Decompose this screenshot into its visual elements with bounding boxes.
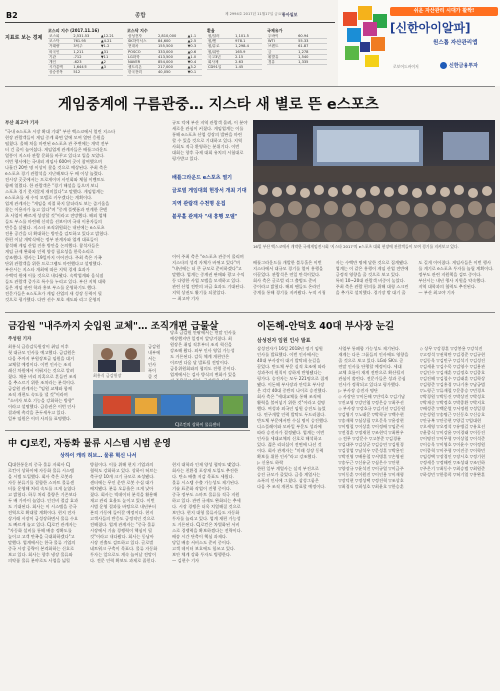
- lead-byline: 부산 최고야 기자: [5, 121, 39, 126]
- page-number: B2: [6, 11, 18, 20]
- people-caption: 최흥식 금감원장: [93, 373, 122, 378]
- paper-name: 동아일보: [282, 12, 298, 17]
- economy-indicators: [5, 26, 330, 78]
- table1-header: 코스피 지수 (2017.11.16): [48, 28, 100, 33]
- story2-byline: 주성원 기자: [8, 337, 32, 342]
- story2-body-b: 금감원 내부에 서는 인사 폭이 클 것: [148, 344, 161, 379]
- story3-sub: 삼성전자 임원 인사 발표: [257, 338, 311, 344]
- lead-headline: 게임중계에 구름관중… 지스타 새 별로 뜬 e스포츠: [58, 97, 379, 113]
- story3-headline: 이돈해-안덕호 40대 부사장 눈길: [257, 321, 395, 332]
- deck-3: 지역 관람객 수천명 운집: [172, 201, 226, 207]
- esports-arena-photo: [253, 120, 495, 242]
- story4-body: CJ대한통운의 중국 물류 자회사 CJ 로킨이 상하이에 자동화 물류 시스템 을 시범 도입했다. 회사 측은 로봇과 자동 분류기를 결합한 스마트 물류센 터를 운영해 처리 속도를 크게 높였다 고 밝혔다. 하루 처리 물량은 기존보다 두 배 가까이 늘었다. 인건비 절감 효과 도 기대된다. 회사는 이 시스템을 중국 전역으로 확대할 계획이다. 현지 전자 상거래 시장이 급성장하면서 물류 수요 도 빠르게 늘고 있다. CJ로킨 관계자는 "자동화 설비를 통해 배송 정확도를 높이고 고객 만족을 극대화하겠다"고 말했다. 업계에서는 한국 물류 기업의 중국 시장 공략이 본격화하는 신호로 보고 있다. 회사는 향후 냉장 물류와 의약품 물류 분야로도 사업을 넓힐 방침이다. 이를 위해 현지 기업과의 협력도 강화하고 있다. 상하이 허브는 축구장 10개 크기 규모로 조성됐다. 센터에는 무인 운반 로봇 수십 대가 배치됐다. 분류 오류율은 크게 낮아 졌다. 회사는 빅데이터 분석을 활용해 재고 관리 효율도 높이고 있다. 이번 시범 운영 결과를 바탕으로 내년부터 본격 가동에 들어갈 예정이다. 현지 고객사들의 반응도 긍정적인 것으로 전해졌다. 업계 관계자는 "중국 물류 시장에서 기술 경쟁력이 핵심이 될 것"이라고 내다봤다. 회사는 동남아 시장 진출도 검토하고 있다. 글로벌 네트워크 구축이 목표다. 물류 자동화 투자는 앞으로도 계속 늘어날 전망이 다. 전문 인력 확보도 과제로 꼽힌다. 현지 대학과 인재 양성 협약도 맺었다. 회사는 친환경 포장재 도입도 추진한 다. 탄소 배출 저감 목표도 세웠다. 물류 시스템 수출 가능성도 제기된다. 기술 표준화 작업이 진행 중이다. 중국 정부도 스마트 물류를 적극 지원 하고 있다. 관련 규제도 완화되는 추세 다. 시장 경쟁은 더욱 치열해질 것으로 보인다. 현지 대형 물류사들도 자동화 투자를 늘리고 있다. 업계 재편 가능성 도 거론된다. CJ로킨은 차별화된 서비 스로 경쟁력을 확보하겠다는 전략이다. 배송 시간 단축이 핵심 과제다. 당일 배송 서비스도 준비 중이다. 고객 데이터 보호에도 힘쓰고 있다. 보안 체계 강화 투자도 병행한다. — 김현수 기자: [8, 462, 243, 563]
- lead-body: "국내 e스포츠 시장 확대 기대" 부산 벡스코에서 열린 지스타 현장 관람객들이 게임 중계 화면 앞에 모여 열띤 응원을 펼쳤다. 올해 처음 마련된 e스포츠 관 주변에는 개막 전부 터 긴 줄이 늘어섰다. 게임업계 관계자들은 배틀그라운드 열풍이 지스타 관람 문화를 바꾸고 있다고 입을 모았다. 이번 행사에는 국내외 게임사 600여 곳이 참여했으며 나흘간 20만 명 이상이 찾을 것으로 예상된다. 주최 측은 e스포츠 경기 관람석을 지난해보다 두 배 이상 늘렸다. 전시장 곳곳에서는 프로게이머 사인회와 체험 이벤트도 함께 열렸다. 한 관람객은 "경기 해설을 들으며 보니 스포츠 경기 못지않게 재미있다"고 말했다. 게임업계는 e스포츠를 새 수익 모델로 키우겠다는 계획이다. 업계 관계자는 "게임을 직접 하지 않더라도 보는 즐거움을 찾는 이용자가 늘고 있다"며 "중계 플랫폼과 연계한 콘텐 츠 사업이 빠르게 성장할 것"이라고 전망했다. 해외 업체 들도 부스를 마련해 신작을 선보이며 국내 이용자들의 반응을 살폈다. 지스타 조직위원회는 내년에는 e스포츠 전용 공간을 더 확대하는 방안을 검토하고 있다고 밝혔다. 한편 이날 개막식에는 정부 관계자와 업계 대표들이 참석해 게임 산업 진흥 방안을 논의했다. 참석자들은 게임 규제 완화와 인력 양성 필요성을 한목소리로 강조했다. 행사는 19일까지 이어진다. 주최 측은 가족 단위 관람객을 위한 프로그램도 마련했다고 설명했다. 부산시는 지스타 개최에 따른 지역 경제 효과가 수백억 원에 이를 것으로 내다봤다. 숙박업계와 음식점 들도 관람객 증가로 특수를 누리고 있다. 부산 지역 대학 들은 게임 관련 학과 홍보 부스를 운영하기도 했다. 전문가들은 e스포츠가 게임 산업의 새 성장 동력이 될 것으로 평가했다. 다만 선수 보호 제도와 리그 운영의: [5, 129, 116, 302]
- story2-headline: 금감원 "내주까지 숫입원 교체"… 조직개편 급물살: [8, 321, 219, 332]
- lead-story: [5, 120, 170, 308]
- portraits-photo: [93, 344, 145, 372]
- warehouse-photo: [93, 380, 248, 428]
- logistics-caption: CJ로킨의 상하이 물류센터: [175, 422, 221, 427]
- section-label: 종합: [135, 13, 146, 19]
- ad-tagline: 쉬운 자산관리 시대가 활짝!: [390, 7, 498, 16]
- deck-4: 블루홀 관계자 "새 흥행 모델": [172, 214, 238, 220]
- lead-right-text: 배틀그라운드를 개발한 블루홀은 이번 지스타에서 대규모 경기를 열어 흥행을 이끌었다. 관람석은 연일 만석이었다. 회사 측은 글로벌 리그 출범도 준비 중이라고 밝혔다. 해외 팬들도 온라인 중계를 통해 경기를 지켜봤다. 누적 시청 자는 수백만 명에 달한 것으로 집계됐다. 업계는 이 같은 흥행이 게임 산업 전반에 긍정적 영향을 줄 것으로 보고 있다. 특히 10~20대 관람객 비중이 높았다. 주최 측은 관람 편의를 위해 대형 스크린 을 추가로 설치했다. 경기장 밖 대기 줄 도 길게 이어졌다. 게임사들은 이번 행사 를 계기로 e스포츠 투자를 늘릴 계획이다. 정부도 관련 지원책을 검토 중이다. 부산시는 내년 행사 지원을 약속했다. 지역 대학과의 협력도 추진된다. — 부산 최고야 기자: [253, 260, 494, 295]
- logistics-photo: [93, 380, 248, 428]
- ad-small: 로보어드바이저: [393, 64, 419, 69]
- ad-graphic: [341, 4, 389, 72]
- story3-body: 삼성전자가 16일 2018년 정기 임원 인사를 발표했다. 이번 인사에서는 40대 부사장이 대거 발탁돼 눈길을 끌었다. 반도체 부문 실적 호조에 따라 성과주의 원칙이 강하게 반영됐다는 평가다. 승진자는 모두 221명으로 집계 됐다. 이돈해 부사장과 안덕호 부사장 은 각각 40대 중반의 나이로 승진했다. 회사 측은 "세대교체를 통해 조직에 활력을 불어넣기 위한 것"이라고 설명 했다. 여성과 외국인 임원 승진도 늘었 다. 연구개발 인력 발탁도 두드러졌다. 반도체 부문에서만 수십 명이 승진했다. 디스플레이와 모바일 부문도 성과에 따라 승진자가 결정됐다. 업계는 이번 인사를 세대교체의 신호로 해석하고 있다. 젊은 리더십이 전면에 나선 것 이다. 회사 관계자는 "미래 성장 동력 확보를 위한 인사"라고 강조했다. ▷ 신용도 하락 한편 일부 계열사는 실적 부진으로 승진 규모가 줄었다. 금융 계열사는 소폭의 인사에 그쳤다. 삼성그룹은 다음 주 조직 개편도 발표할 예정이다. 사업부 통폐합 가능성도 제기된다. 재계는 다른 그룹들의 인사에도 영향을 줄 것으로 보고 있다. LG와 SK도 곧 연말 인사를 단행할 예정이다. 세대 교체 흐름이 재계 전반으로 확산될지 관심이 쏠린다. 전문가들은 성과 중심 인사가 정착되고 있다고 평가했다. ▷ 부사장 승진자 명단 ◇ 사장단 ▽이돈해 ▽안덕호 ▽김기남 ▽진교영 ▽강인엽 ▽정은승 ▽최주선 ◇ 부사장 ▽강호규 ▽김기선 ▽김동원 ▽김영기 ▽노태문 ▽박학규 ▽백수현 ▽송재혁 ▽심상필 ▽오문욱 ▽윤장현 ▽이병철 ▽이상훈 ▽이정배 ▽임준서 ▽전경훈 ▽정재헌 ▽조현덕 ▽최완우 ◇ 전무 ▽강문수 ▽고봉준 ▽김경륜 ▽김대주 ▽김상균 ▽김승연 ▽김원경 ▽김창업 ▽남석우 ▽문성훈 ▽박용인 ▽박진영 ▽배용철 ▽서병훈 ▽손영권 ▽송두근 ▽신유균 ▽심은수 ▽안현 ▽양장규 ▽윤석진 ▽이규열 ▽이금주 ▽이동훈 ▽이원진 ▽이인용 ▽이재형 ▽장덕현 ▽정성택 ▽정진혁 ▽조상호 ▽최경식 ▽최성호 ▽최윤호 ▽한승훈 ◇ 상무 ▽강경훈 ▽강봉용 ▽강석진 ▽고정석 ▽권혁만 ▽김경준 ▽김규현 ▽김동욱 ▽김민구 ▽김석기 ▽김성진 ▽김세윤 ▽김수목 ▽김영수 ▽김용관 ▽김인수 ▽김재훈 ▽김정호 ▽김종호 ▽김진해 ▽김철수 ▽김태훈 ▽김학상 ▽김형준 ▽김홍경 ▽나기홍 ▽남궁범 ▽노형근 ▽류재철 ▽문종승 ▽민경오 ▽박경원 ▽박동건 ▽박상진 ▽박성호 ▽박재순 ▽박정호 ▽박종환 ▽박지호 ▽배성준 ▽백운열 ▽서정원 ▽성일경 ▽손성원 ▽송명근 ▽신동호 ▽신승호 ▽안규복 ▽안중현 ▽양걸 ▽엄대현 ▽오세영 ▽오정석 ▽유병길 ▽유호선 ▽윤종식 ▽이강윤 ▽이경태 ▽이동진 ▽이명진 ▽이무형 ▽이상철 ▽이석준 ▽이승욱 ▽이영호 ▽이윤수 ▽이정원 ▽이종혁 ▽이주형 ▽이진중 ▽이학민 ▽임성택 ▽장경인 ▽장시호 ▽정기현 ▽정세웅 ▽정해린 ▽조성대 ▽조인하 ▽주은기 ▽최동수 ▽최승범 ▽최원준 ▽하성민 ▽한종희 ▽허기열 ▽홍완훈: [257, 346, 486, 489]
- lead-decks: 규모 덕에 부산 지역 관람객 몰려, 이 분야 새로운 관심이 커졌다. 게임업계는 이를 통해 e스포츠 산업 성장의 발판을 마련 할 수 있을 것으로 기대하고 있다. 지역 사회도 적극 환영하는 분위기다. 이번 대회는 향후 국제 대회 유치의 시험대로 평가받고 있다. 배틀그라운드 e스포츠 열기 글로벌 게임대회 현장서 개최 기대 지역 관람객 수천명 운집 블루홀 관계자 "새 흥행 모델": [172, 120, 250, 250]
- lead-continue: 이어 주최 측은 "e스포츠 관중이 몰리며 지스타의 성격 자체가 바뀌고 있다"며 "내년에는 더 큰 규모로 준비하겠다"고 말했다. 업계는 중계권 판매와 광고 수익 등 다양한 사업 모델을 모색하고 있다. 관련 산업 전반의 파급 효과도 기대된다. 지역 상권도 활기를 되찾았다. — 최고야 기자: [172, 254, 245, 301]
- fx-table: 원/달러 1,101.5 원/엔 978.1 원/유로 1,298.4 원/위안 165.9 국고3년 2.15 회사채 2.63 CD91일 1.45: [207, 34, 262, 70]
- table1b-header: 코스닥 지수: [127, 28, 148, 33]
- table2-header: 환율: [207, 28, 215, 33]
- lead-photo: [253, 120, 495, 242]
- colorful-mosaic-icon: [341, 4, 389, 72]
- ad-brand: [신한아이알파]: [390, 21, 471, 35]
- deck-1: 배틀그라운드 e스포츠 열기: [172, 175, 233, 181]
- story2-body-c: 당초 금감원 안팎에서는 연말 인사를 예상했지만 일정이 앞당겨졌다. 최 원장은 취임 직후부터 조직 혁신을 강조해 왔다. 외부 인사 영입 가능성 도 거론된다. 감독 체계 개편안은 이르면 다음 달 발표될 전망이다. 금융위원회와의 협의도 진행 중이다. 업계에서는 검사 방식의 변화가 있을: [170, 330, 237, 377]
- issue-info: 제 2994호 2017년 11월17일 금요일: [225, 12, 285, 16]
- story4-headline: 中 CJ로킨, 자동화 물류 시스템 시범 운영: [8, 439, 171, 449]
- shinhan-logo-icon: [440, 62, 447, 69]
- story2-body: 최흥식 금융감독원장이 취임 이후 첫 대규모 인사를 예고했다. 금감원은 다음 주까지 부원장보급 임원을 대거 교체할 예정이다. 이번 인사는 조직 쇄신 차원에서 이뤄지는 것으로 알려 졌다. 채용 비리 의혹으로 흔들린 조직 을 추스르기 위한 조치라는 분석이다. 금감원 관계자는 "임원 교체와 함께 조직 개편도 속도를 낼 것"이라며 "소비자 보호 기능을 강화하는 방향" 이라고 설명했다. 금융권은 이번 인사 결과에 촉각을 곤두세우고 있다. 일부 임원은 이미 사의를 표명했다.: [8, 344, 77, 421]
- oil-table: 두바이 60.94 WTI 55.33 브렌트 61.87 금 1,278 휘발유 1,540 경유 1,335: [267, 34, 327, 65]
- indicators-title: 지표로 보는 경제: [5, 35, 43, 41]
- people-photo: [93, 344, 145, 372]
- deck-2: 글로벌 게임대회 현장서 개최 기대: [172, 188, 247, 194]
- index-table-2: 삼성전자 2,810,000 ▲1.1 SK하이닉스 84,600 ▲2.5 현대차 155,500 ▼0.3 POSCO 333,000 ▲0.6 LG화학 413,500 ▲1.0 NAVER 854,000 ▼0.4 셀트리온 217,000 ▲3.2 한국전력 40,050 ▼0.1: [127, 34, 202, 76]
- story4-deck: 상하이 캐리 허브… 물류 혁신 나서: [60, 453, 137, 459]
- ad-sub: 원스톱 자산관리앱: [433, 40, 478, 46]
- ad-company: 신한금융투자: [440, 62, 478, 69]
- lead-photo-caption: 16일 부산 벡스코에서 개막한 국제게임전시회 '지스타 2017'의 e스포츠 대회 현장에 관람객들이 모여 경기를 지켜보고 있다.: [253, 244, 459, 249]
- index-table-1: 코스피 2,531.53 ▲12.21 코스닥 761.95 ▲4.21 거래량 3억주 ▼1.2 외국인 1,211 ▲31 기관 -712 ▼11 개인 -623 ▲2 시가총액 1,644조 ▲3 상승종목 512: [48, 34, 123, 76]
- table3-header: 국제유가: [267, 28, 283, 33]
- advertisement[interactable]: [338, 0, 500, 86]
